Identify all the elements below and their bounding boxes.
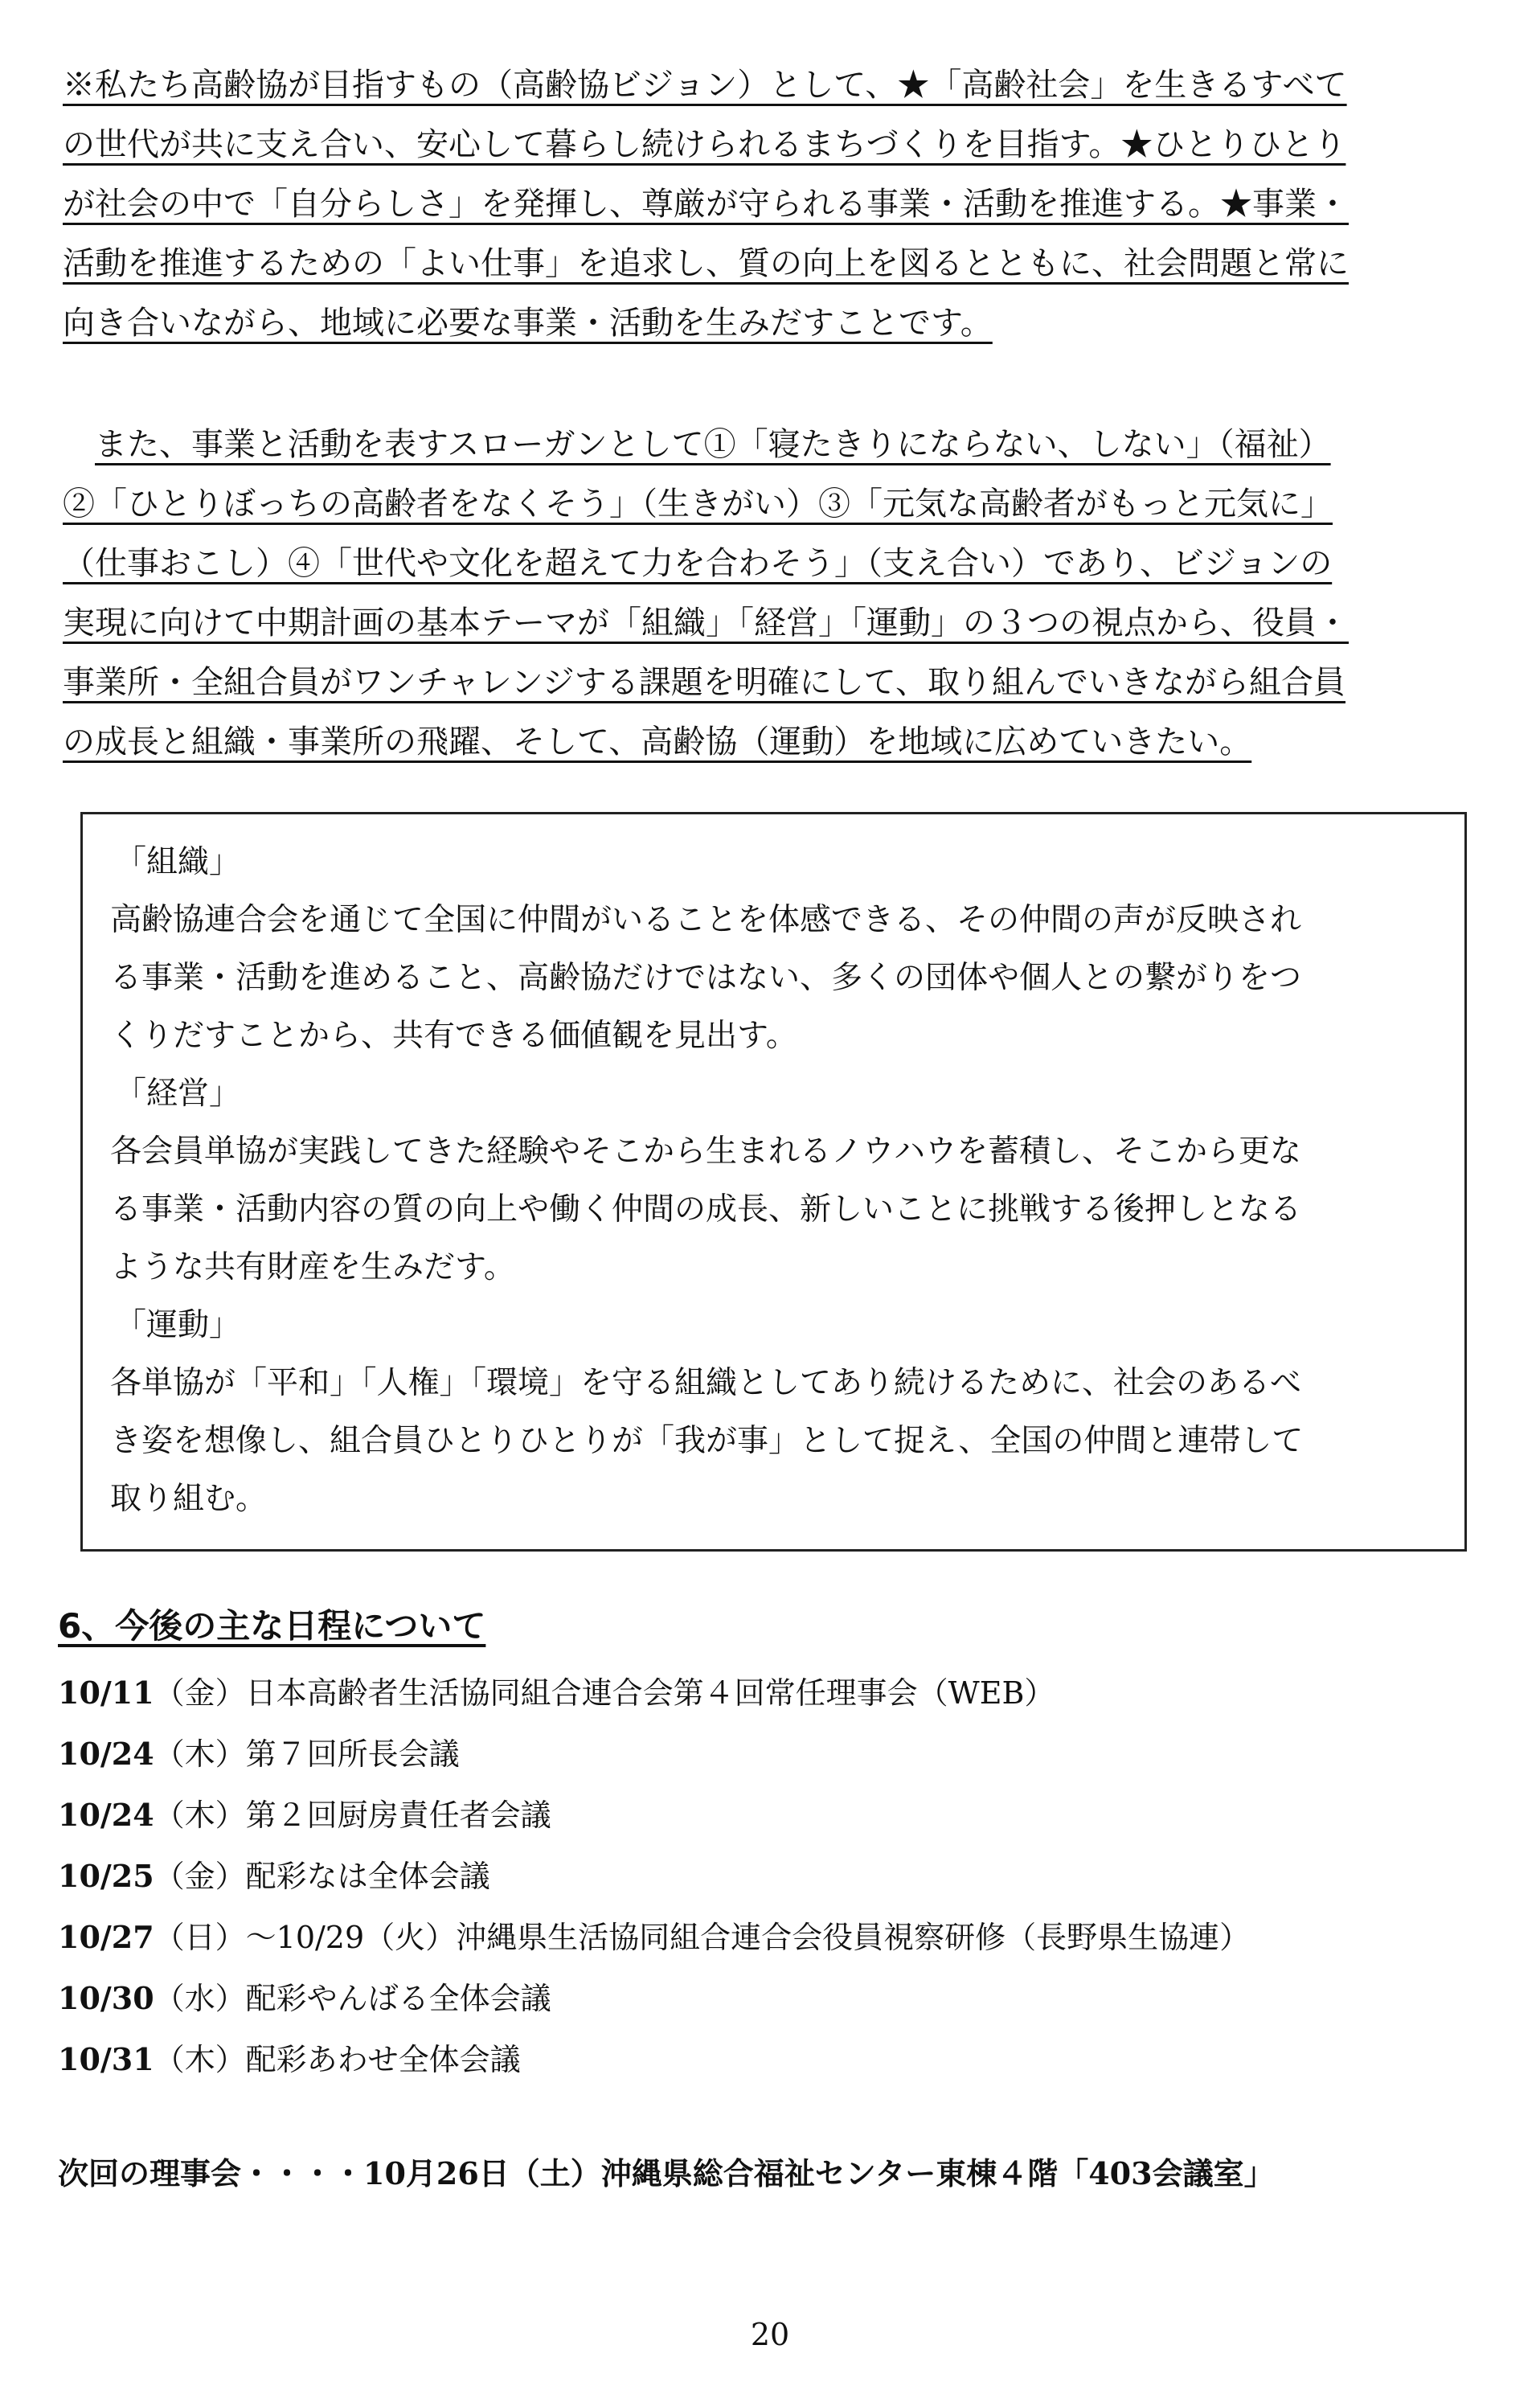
soshiki-text-line: 高齢協連合会を通じて全国に仲間がいることを体感できる、その仲間の声が反映され (110, 902, 1302, 938)
keiei-text-line: ような共有財産を生みだす。 (110, 1249, 515, 1285)
schedule-item (58, 1733, 460, 1775)
undo-text-line: 各単協が「平和」「人権」「環境」を守る組織としてあり続けるために、社会のあるべ (110, 1365, 1302, 1401)
vision-line: が社会の中で「自分らしさ」を発揮し、尊厳が守られる事業・活動を推進する。★事業・ (63, 186, 1349, 223)
schedule-date: 10/31 (58, 2041, 154, 2077)
schedule-text: （水）配彩やんばる全体会議 (154, 1981, 551, 2016)
undo-text-line: き姿を想像し、組合員ひとりひとりが「我が事」として捉え、全国の仲間と連帯して (110, 1423, 1304, 1459)
schedule-text: （木）第２回厨房責任者会議 (154, 1798, 551, 1833)
soshiki-text-line: る事業・活動を進めること、高齢協だけではない、多くの団体や個人との繋がりをつ (110, 960, 1302, 996)
keiei-heading: 「経営」 (115, 1076, 241, 1112)
schedule-text: （金）配彩なは全体会議 (154, 1859, 490, 1894)
schedule-text: （木）第７回所長会議 (154, 1736, 460, 1772)
schedule-item (58, 2039, 521, 2081)
soshiki-text-line: くりだすことから、共有できる価値観を見出す。 (110, 1018, 797, 1054)
schedule-item (58, 1672, 1055, 1714)
schedule-date: 10/11 (58, 1675, 154, 1711)
keiei-text-line: る事業・活動内容の質の向上や働く仲間の成長、新しいことに挑戦する後押しとなる (110, 1191, 1302, 1228)
schedule-heading: 6、今後の主な日程について (58, 1606, 486, 1646)
undo-heading: 「運動」 (115, 1307, 241, 1343)
slogan-line: ②「ひとりぼっちの高齢者をなくそう」（生きがい）③「元気な高齢者がもっと元気に」 (63, 486, 1333, 523)
schedule-item (58, 1794, 551, 1836)
schedule-date: 10/25 (58, 1858, 154, 1894)
schedule-date: 10/24 (58, 1797, 154, 1833)
schedule-text: （金）日本高齢者生活協同組合連合会第４回常任理事会（WEB） (154, 1675, 1055, 1711)
schedule-text: （日）～10/29（火）沖縄県生活協同組合連合会役員視察研修（長野県生協連） (154, 1920, 1251, 1955)
schedule-text: （木）配彩あわせ全体会議 (154, 2042, 521, 2077)
schedule-date: 10/27 (58, 1919, 154, 1955)
schedule-item (58, 1855, 490, 1897)
vision-line: 向き合いながら、地域に必要な事業・活動を生みだすことです。 (63, 305, 993, 342)
keiei-text-line: 各会員単協が実践してきた経験やそこから生まれるノウハウを蓄積し、そこから更な (110, 1134, 1302, 1170)
next-meeting-notice: 次回の理事会・・・・10月26日（土）沖縄県総合福祉センター東棟４階「403会議室」 (58, 2155, 1275, 2191)
vision-line: ※私たち高齢協が目指すもの（高齢協ビジョン）として、★「高齢社会」を生きるすべて (63, 67, 1347, 104)
soshiki-heading: 「組織」 (115, 844, 241, 880)
slogan-line: （仕事おこし）④「世代や文化を超えて力を合わそう」（支え合い）であり、ビジョンの (63, 545, 1333, 582)
slogan-line: また、事業と活動を表すスローガンとして①「寝たきりにならない、しない」（福祉） (95, 426, 1331, 463)
slogan-line: の成長と組織・事業所の飛躍、そして、高齢協（運動）を地域に広めていきたい。 (63, 724, 1252, 760)
vision-line: 活動を推進するための「よい仕事」を追求し、質の向上を図るとともに、社会問題と常に (63, 245, 1349, 282)
schedule-item (58, 1978, 551, 2019)
schedule-date: 10/24 (58, 1736, 154, 1772)
vision-line: の世代が共に支え合い、安心して暮らし続けられるまちづくりを目指す。★ひとりひとり (63, 126, 1346, 163)
schedule-item (58, 1917, 1250, 1958)
undo-text-line: 取り組む。 (110, 1481, 268, 1517)
page-number: 20 (750, 2317, 790, 2352)
schedule-date: 10/30 (58, 1980, 154, 2016)
slogan-line: 事業所・全組合員がワンチャレンジする課題を明確にして、取り組んでいきながら組合員 (63, 664, 1345, 701)
themes-box (80, 812, 1467, 1552)
slogan-line: 実現に向けて中期計画の基本テーマが「組織」「経営」「運動」の３つの視点から、役員・ (63, 605, 1349, 642)
